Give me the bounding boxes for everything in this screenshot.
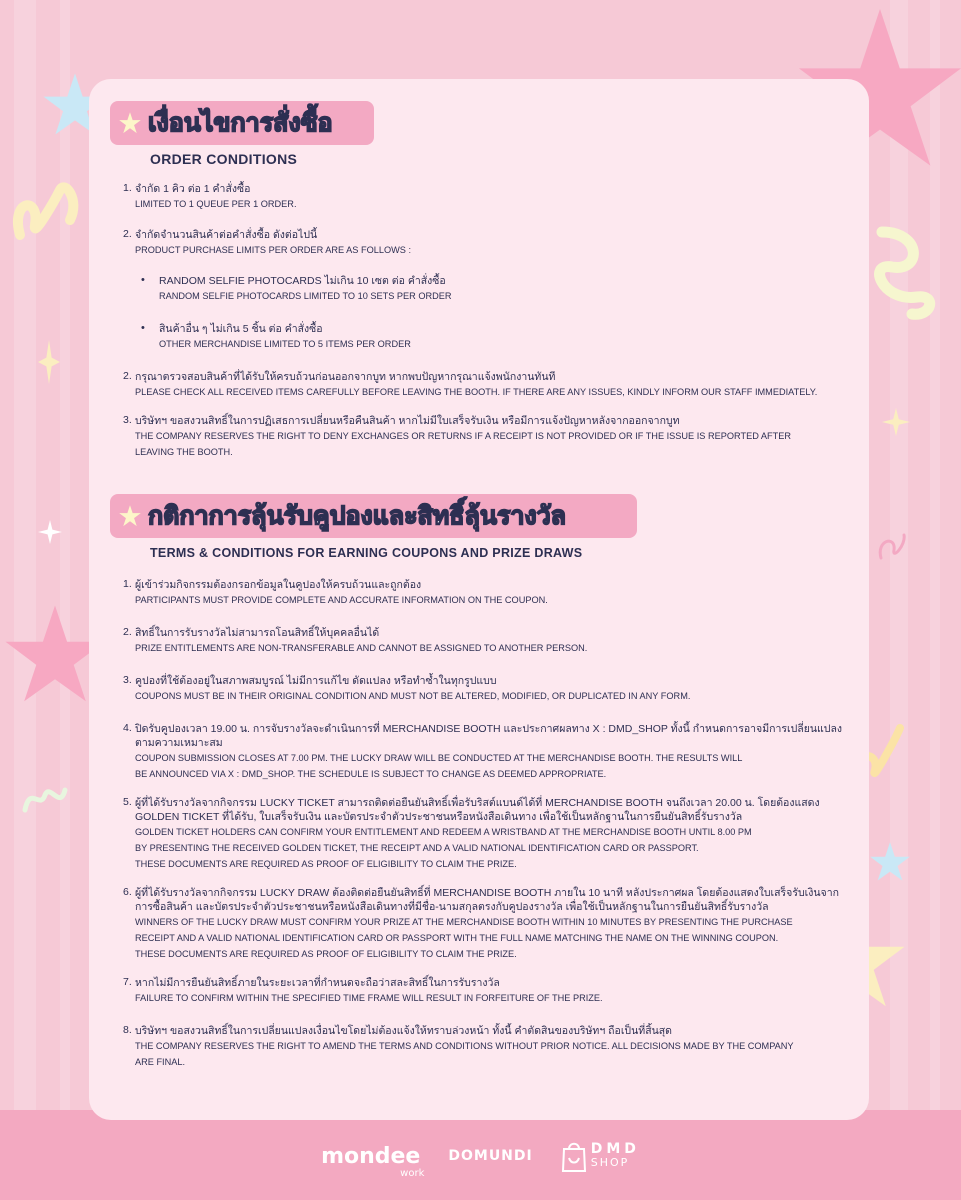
shopping-bag-icon xyxy=(561,1140,587,1172)
order-conditions-list xyxy=(123,182,817,460)
list-item: 2. กรุณาตรวจสอบสินค้าที่ได้รับให้ครบถ้วนก่อนออกจากบูท หากพบปัญหากรุณาแจ้งพนักงานทันที PLEASE CHECK ALL RECEIVED ITEMS CAREFULLY BEFORE LEAVING THE BOOTH. IF THERE ARE ANY ISSUES, KINDLY INFORM OUR STAFF IMMEDIATELY. xyxy=(123,370,818,397)
squiggle-decoration xyxy=(862,222,942,322)
star-decoration xyxy=(868,840,912,884)
section1-title: เงื่อนไขการสั่งซื้อ xyxy=(148,108,333,137)
list-item: 8. บริษัทฯ ขอสงวนสิทธิ์ในการเปลี่ยนแปลงเงื่อนไขโดยไม่ต้องแจ้งให้ทราบล่วงหน้า ทั้งนี้ คำตัดสินของบริษัทฯ ถือเป็นที่สิ้นสุด THE COMPANY RESERVES THE RIGHT TO AMEND THE TERMS AND CONDITIONS WITHOUT PRIOR NOTICE. ALL DECISIONS MADE BY THE COMPANY ARE FINAL. xyxy=(123,1024,794,1067)
section1-subtitle: ORDER CONDITIONS xyxy=(150,151,298,167)
squiggle-decoration xyxy=(10,180,90,250)
star-icon xyxy=(118,504,142,528)
bg-stripe xyxy=(890,0,908,1200)
sponsor-logos xyxy=(0,1136,961,1179)
list-item: 2. สิทธิ์ในการรับรางวัลไม่สามารถโอนสิทธิ์ให้บุคคลอื่นได้ PRIZE ENTITLEMENTS ARE NON-TRANSFERABLE AND CANNOT BE ASSIGNED TO ANOTHER PERSON. xyxy=(123,626,588,653)
dmd-shop-logo: DMD SHOP xyxy=(561,1140,640,1172)
list-item: 5. ผู้ที่ได้รับรางวัลจากกิจกรรม LUCKY TICKET สามารถติดต่อยืนยันสิทธิ์เพื่อรับริสต์แบนด์ได้ที่ MERCHANDISE BOOTH จนถึงเวลา 20.00 น. โดยต้องแสดง GOLDEN TICKET ที่ได้รับ, ใบเสร็จรับเงิน และบัตรประจำตัวประชาชนหรือหนังสือเดินทาง เพื่อใช้เป็นหลักฐานในการยืนยันสิทธิ์รับรางวัล GOLDEN TICKET HOLDERS CAN CONFIRM YOUR ENTITLEMENT AND REDEEM A WRISTBAND AT THE MERCHANDISE BOOTH UNTIL 8.00 PM BY PRESENTING THE RECEIVED GOLDEN TICKET, THE RECEIPT AND A VALID NATIONAL IDENTIFICATION CARD OR PASSPORT. THESE DOCUMENTS ARE REQUIRED AS PROOF OF ELIGIBILITY TO CLAIM THE PRIZE. xyxy=(123,796,820,869)
sub-list-item: • RANDOM SELFIE PHOTOCARDS ไม่เกิน 10 เซต ต่อ คำสั่งซื้อ RANDOM SELFIE PHOTOCARDS LIMITED TO 10 SETS PER ORDER xyxy=(141,274,452,301)
section2-subtitle: TERMS & CONDITIONS FOR EARNING COUPONS AND PRIZE DRAWS xyxy=(150,546,583,560)
list-item: 4. ปิดรับคูปองเวลา 19.00 น. การจับรางวัลจะดำเนินการที่ MERCHANDISE BOOTH และประกาศผลทาง X : DMD_SHOP ทั้งนี้ กำหนดการอาจมีการเปลี่ยนแปลง ตามความเหมาะสม COUPON SUBMISSION CLOSES AT 7.00 PM. THE LUCKY DRAW WILL BE CONDUCTED AT THE MERCHANDISE BOOTH. THE RESULTS WILL BE ANNOUNCED VIA X : DMD_SHOP. THE SCHEDULE IS SUBJECT TO CHANGE AS DEEMED APPROPRIATE. xyxy=(123,722,843,779)
section2-banner xyxy=(110,494,637,538)
sparkle-decoration xyxy=(38,520,62,544)
list-item: 2. จำกัดจำนวนสินค้าต่อคำสั่งซื้อ ดังต่อไปนี้ PRODUCT PURCHASE LIMITS PER ORDER ARE AS FOLLOWS : • RANDOM SELFIE PHOTOCARDS ไม่เกิน 10 เซต ต่อ คำสั่งซื้อ RANDOM SELFIE PHOTOCARDS LIMITED TO 10 SETS PER ORDER • สินค้าอื่น ๆ ไม่เกิน 5 ชิ้น ต่อ คำสั่งซื้อ OTHER MERCHANDISE LIMITED TO 5 ITEMS PER ORDER xyxy=(123,228,817,352)
mondee-logo: mondee work xyxy=(321,1143,425,1179)
list-item: 1. จำกัด 1 คิว ต่อ 1 คำสั่งซื้อ LIMITED TO 1 QUEUE PER 1 ORDER. xyxy=(123,182,297,209)
section1-banner xyxy=(110,101,374,145)
squiggle-decoration xyxy=(20,785,70,815)
bg-stripe xyxy=(930,0,940,1200)
section2-title: กติกาการลุ้นรับคูปองและสิทธิ์ลุ้นรางวัล xyxy=(148,501,566,530)
sparkle-decoration xyxy=(38,340,60,384)
sparkle-decoration xyxy=(882,408,910,436)
sub-list-item: • สินค้าอื่น ๆ ไม่เกิน 5 ชิ้น ต่อ คำสั่งซื้อ OTHER MERCHANDISE LIMITED TO 5 ITEMS PER ORDER xyxy=(141,322,411,349)
list-item: 1. ผู้เข้าร่วมกิจกรรมต้องกรอกข้อมูลในคูปองให้ครบถ้วนและถูกต้อง PARTICIPANTS MUST PROVIDE COMPLETE AND ACCURATE INFORMATION ON THE COUPON. xyxy=(123,578,548,605)
star-icon xyxy=(118,111,142,135)
list-item: 3. บริษัทฯ ขอสงวนสิทธิ์ในการปฏิเสธการเปลี่ยนหรือคืนสินค้า หากไม่มีใบเสร็จรับเงิน หรือมีการแจ้งปัญหาหลังจากออกจากบูท THE COMPANY RESERVES THE RIGHT TO DENY EXCHANGES OR RETURNS IF A RECEIPT IS NOT PROVIDED OR IF THE ISSUE IS REPORTED AFTER LEAVING THE BOOTH. xyxy=(123,414,792,457)
squiggle-decoration xyxy=(876,530,910,564)
list-item: 7. หากไม่มีการยืนยันสิทธิ์ภายในระยะเวลาที่กำหนดจะถือว่าสละสิทธิ์ในการรับรางวัล FAILURE TO CONFIRM WITHIN THE SPECIFIED TIME FRAME WILL RESULT IN FORFEITURE OF THE PRIZE. xyxy=(123,976,603,1003)
list-item: 3. คูปองที่ใช้ต้องอยู่ในสภาพสมบูรณ์ ไม่มีการแก้ไข ดัดแปลง หรือทำซ้ำในทุกรูปแบบ COUPONS MUST BE IN THEIR ORIGINAL CONDITION AND MUST NOT BE ALTERED, MODIFIED, OR DUPLICATED IN ANY FORM. xyxy=(123,674,691,701)
domundi-logo: DOMUNDI xyxy=(448,1148,533,1164)
terms-list xyxy=(123,578,842,1070)
list-item: 6. ผู้ที่ได้รับรางวัลจากกิจกรรม LUCKY DRAW ต้องติดต่อยืนยันสิทธิ์ที่ MERCHANDISE BOOTH ภายใน 10 นาที หลังประกาศผล โดยต้องแสดงใบเสร็จรับเงินจาก การซื้อสินค้า และบัตรประจำตัวประชาชนหรือหนังสือเดินทางที่มีชื่อ-นามสกุลตรงกับคูปองรางวัล เพื่อใช้เป็นหลักฐานในการยืนยันสิทธิ์รับรางวัล WINNERS OF THE LUCKY DRAW MUST CONFIRM YOUR PRIZE AT THE MERCHANDISE BOOTH WITHIN 10 MINUTES BY PRESENTING THE PURCHASE RECEIPT AND A VALID NATIONAL IDENTIFICATION CARD OR PASSPORT WITH THE FULL NAME MATCHING THE NAME ON THE WINNING COUPON. THESE DOCUMENTS ARE REQUIRED AS PROOF OF ELIGIBILITY TO CLAIM THE PRIZE. xyxy=(123,886,839,959)
